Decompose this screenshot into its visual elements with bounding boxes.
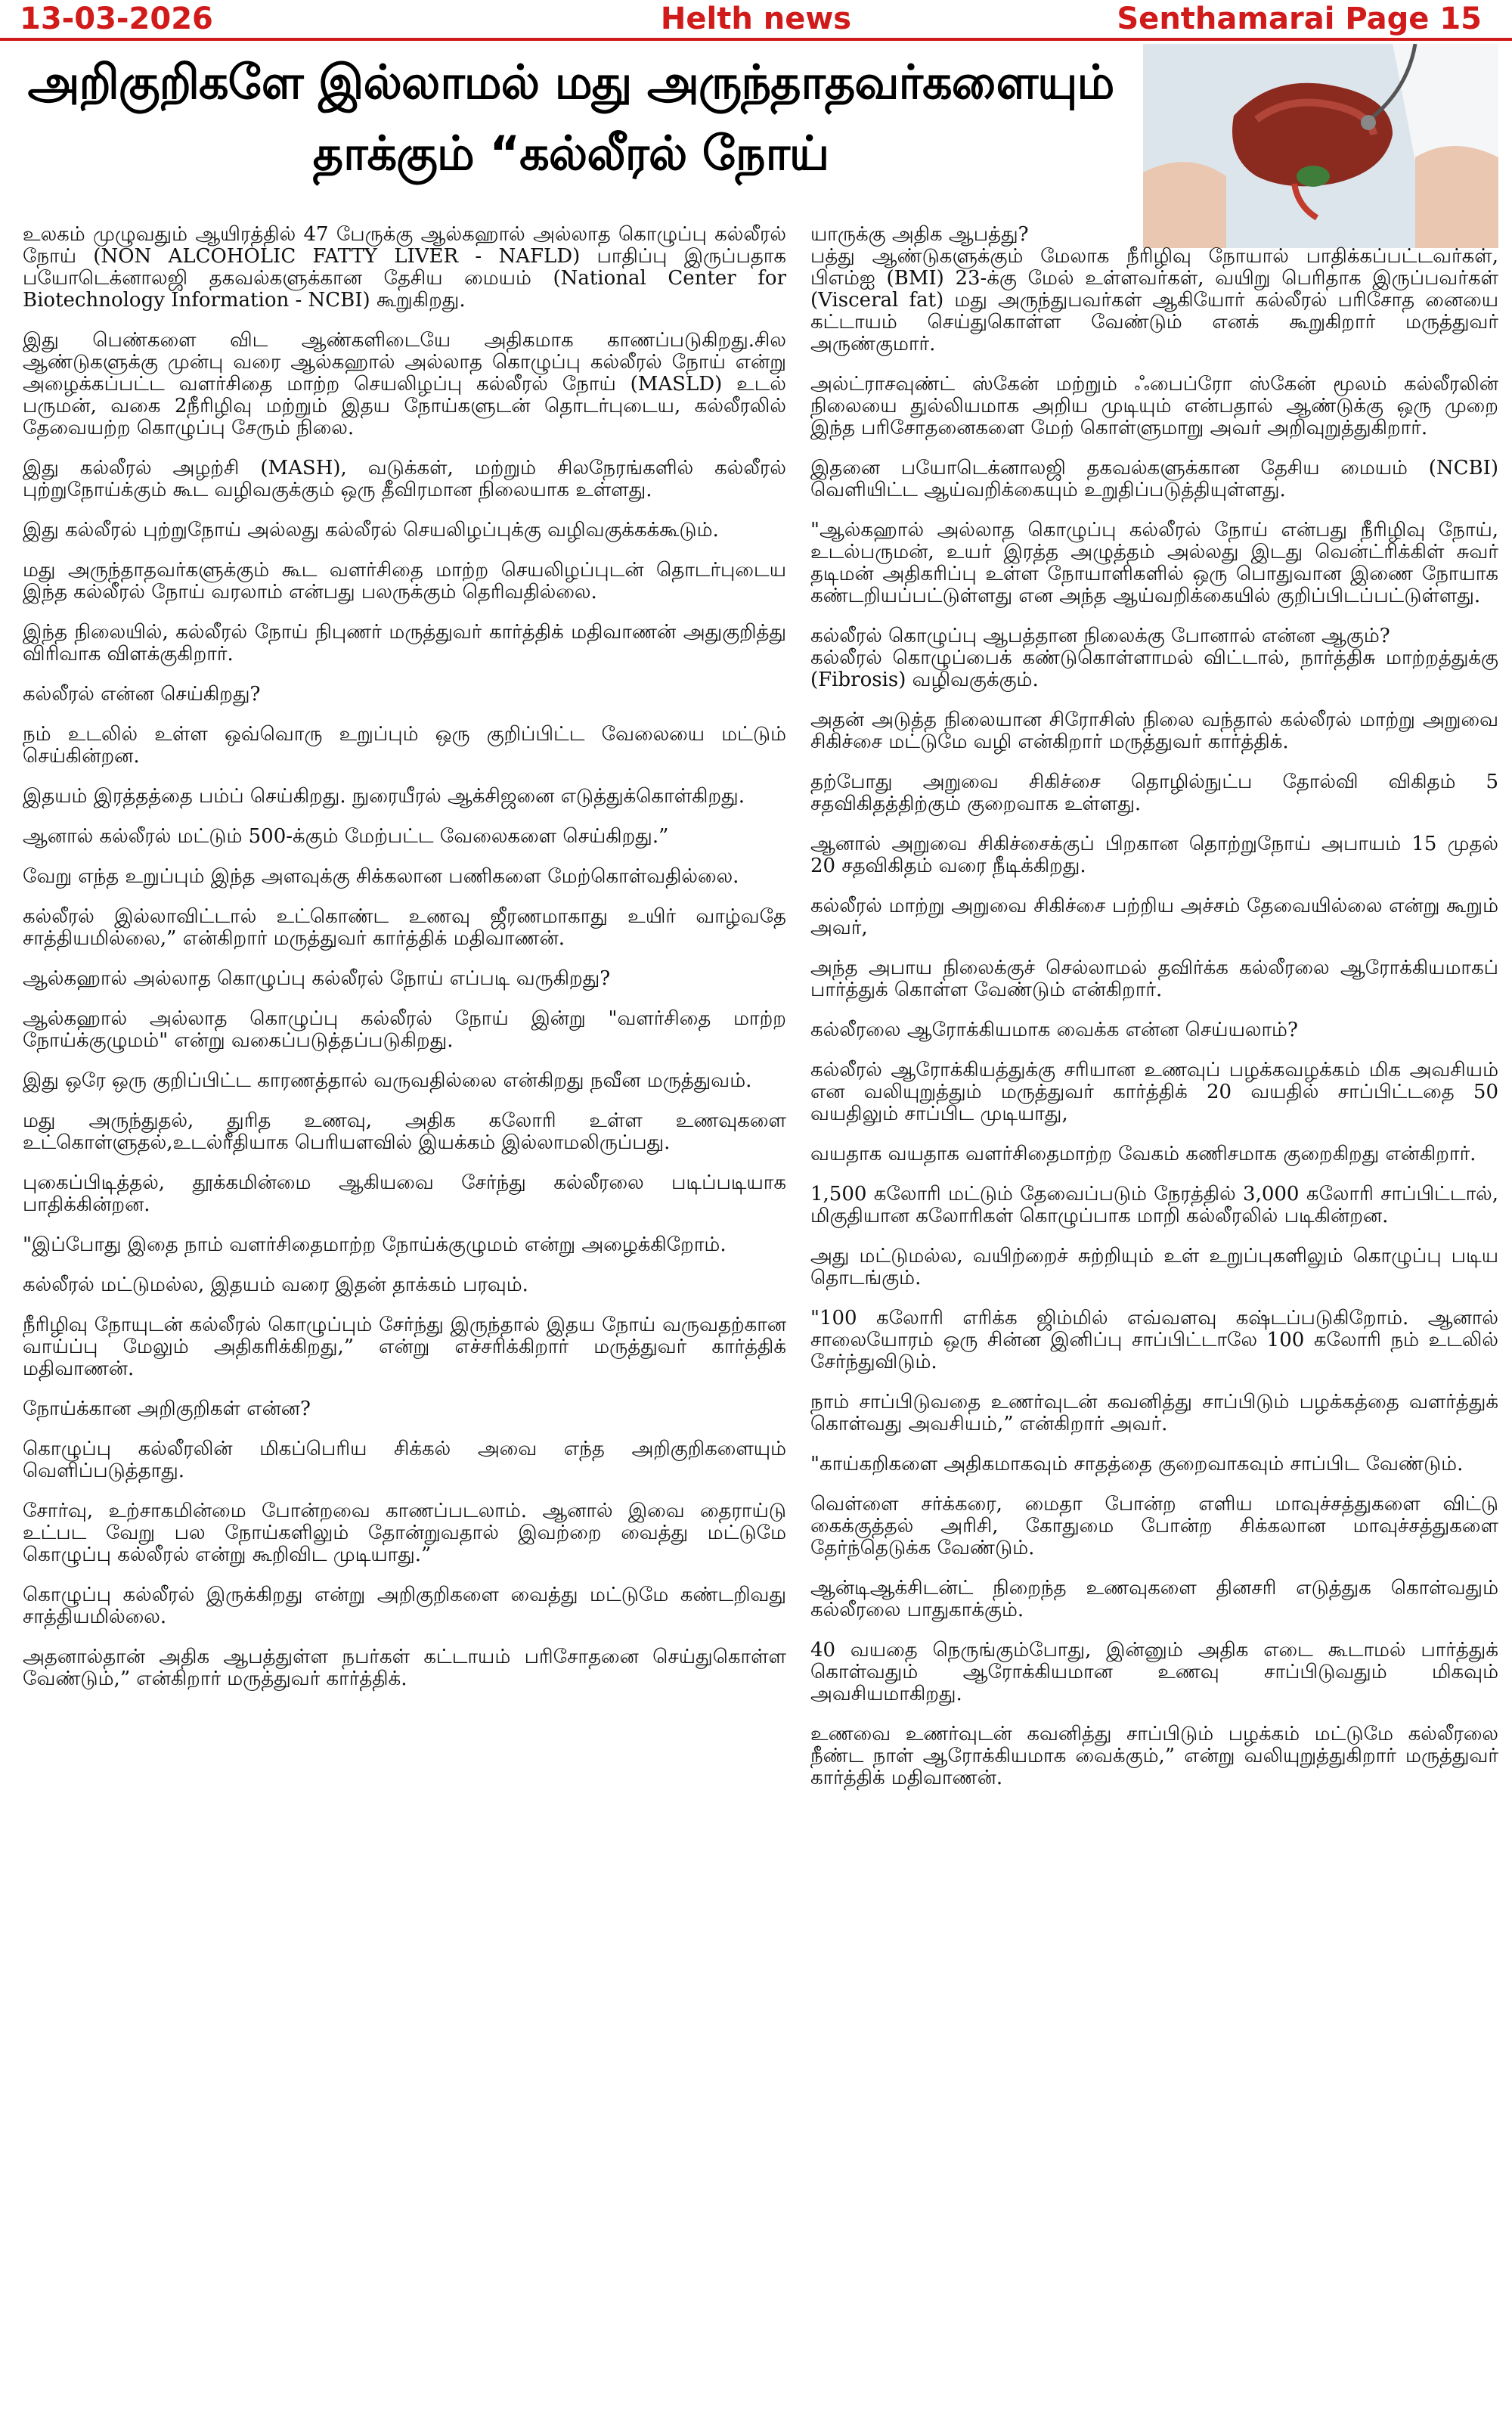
article-paragraph: உலகம் முழுவதும் ஆயிரத்தில் 47 பேருக்கு ஆல்கஹால் அல்லாத கொழுப்பு கல்லீரல் நோய் (NON ALCOHOLIC FATTY LIVER - NAFLD) பாதிப்பு இருப்பதாக பயோடெக்னாலஜி தகவல்களுக்கான தேசிய மையம் (National Center for Biotechnology Information - NCBI) கூறுகிறது.: [23, 223, 786, 312]
article-paragraph: கல்லீரல் ஆரோக்கியத்துக்கு சரியான உணவுப் பழக்கவழக்கம் மிக அவசியம் என வலியுறுத்தும் மருத்துவர் கார்த்திக் 20 வயதில் சாப்பிட்டதை 50 வயதிலும் சாப்பிட முடியாது,: [810, 1059, 1498, 1125]
article-paragraph: "இப்போது இதை நாம் வளர்சிதைமாற்ற நோய்க்குழுமம் என்று அழைக்கிறோம்.: [23, 1233, 727, 1256]
article-paragraph: சோர்வு, உற்சாகமின்மை போன்றவை காணப்படலாம். ஆனால் இவை தைராய்டு உட்பட வேறு பல நோய்களிலும் தோன்றுவதால் இவற்றை வைத்து மட்டுமே கொழுப்பு கல்லீரல் என்று கூறிவிட முடியாது.”: [23, 1500, 786, 1566]
article-paragraph: நாம் சாப்பிடுவதை உணர்வுடன் கவனித்து சாப்பிடும் பழக்கத்தை வளர்த்துக் கொள்வது அவசியம்,” என்கிறார் அவர்.: [810, 1391, 1498, 1435]
article-paragraph: 40 வயதை நெருங்கும்போது, இன்னும் அதிக எடை கூடாமல் பார்த்துக் கொள்வதும் ஆரோக்கியமான உணவு சாப்பிடுவதும் மிகவும் அவசியமாகிறது.: [810, 1639, 1498, 1705]
article-paragraph: நீரிழிவு நோயுடன் கல்லீரல் கொழுப்பும் சேர்ந்து இருந்தால் இதய நோய் வருவதற்கான வாய்ப்பு மேலும் அதிகரிக்கிறது,” என்று எச்சரிக்கிறார் மருத்துவர் கார்த்திக் மதிவாணன்.: [23, 1314, 786, 1380]
article-paragraph: ஆனால் கல்லீரல் மட்டும் 500-க்கும் மேற்பட்ட வேலைகளை செய்கிறது.”: [23, 825, 669, 848]
article-paragraph: அது மட்டுமல்ல, வயிற்றைச் சுற்றியும் உள் உறுப்புகளிலும் கொழுப்பு படிய தொடங்கும்.: [810, 1245, 1498, 1289]
article-paragraph: கல்லீரல் மாற்று அறுவை சிகிச்சை பற்றிய அச்சம் தேவையில்லை என்று கூறும் அவர்,: [810, 895, 1498, 939]
article-paragraph: ஆல்கஹால் அல்லாத கொழுப்பு கல்லீரல் நோய் எப்படி வருகிறது?: [23, 967, 611, 990]
article-paragraph: உணவை உணர்வுடன் கவனித்து சாப்பிடும் பழக்கம் மட்டுமே கல்லீரலை நீண்ட நாள் ஆரோக்கியமாக வைக்கும்,” என்று வலியுறுத்துகிறார் மருத்துவர் கார்த்திக் மதிவாணன்.: [810, 1723, 1498, 1789]
article-paragraph: மது அருந்துதல், துரித உணவு, அதிக கலோரி உள்ள உணவுகளை உட்கொள்ளுதல்,உடல்ரீதியாக பெரியளவில் இயக்கம் இல்லாமலிருப்பது.: [23, 1109, 786, 1154]
page-header-bar: [0, 0, 1512, 41]
article-paragraph: யாருக்கு அதிக ஆபத்து? பத்து ஆண்டுகளுக்கும் மேலாக நீரிழிவு நோயால் பாதிக்கப்பட்டவர்கள், பிஎம்ஐ (BMI) 23-க்கு மேல் உள்ளவர்கள், வயிறு பெரிதாக இருப்பவர்கள் (Visceral fat) மது அருந்துபவர்கள் ஆகியோர் கல்லீரல் பரிசோத னையை கட்டாயம் செய்துகொள்ள வேண்டும் எனக் கூறுகிறார் மருத்துவர் அருண்குமார்.: [810, 223, 1498, 355]
headline-line-1: அறிகுறிகளே இல்லாமல் மது அருந்தாதவர்களையும்: [27, 54, 1114, 110]
article-paragraph: இதனை பயோடெக்னாலஜி தகவல்களுக்கான தேசிய மையம் (NCBI) வெளியிட்ட ஆய்வறிக்கையும் உறுதிப்படுத்தியுள்ளது.: [810, 457, 1498, 501]
article-paragraph: மது அருந்தாதவர்களுக்கும் கூட வளர்சிதை மாற்ற செயலிழப்புடன் தொடர்புடைய இந்த கல்லீரல் நோய் வரலாம் என்பது பலருக்கும் தெரிவதில்லை.: [23, 559, 786, 603]
article-paragraph: "காய்கறிகளை அதிகமாகவும் சாதத்தை குறைவாகவும் சாப்பிட வேண்டும்.: [810, 1453, 1464, 1475]
article-paragraph: கல்லீரலை ஆரோக்கியமாக வைக்க என்ன செய்யலாம்?: [810, 1019, 1298, 1041]
article-paragraph: "ஆல்கஹால் அல்லாத கொழுப்பு கல்லீரல் நோய் என்பது நீரிழிவு நோய், உடல்பருமன், உயர் இரத்த அழுத்தம் அல்லது இடது வென்ட்ரிக்கிள் சுவர் தடிமன் அதிகரிப்பு உள்ள நோயாளிகளில் ஒரு பொதுவான இணை நோயாக கண்டறியப்பட்டுள்ளது என அந்த ஆய்வறிக்கையில் குறிப்பிடப்பட்டுள்ளது.: [810, 519, 1498, 607]
issue-date: 13-03-2026: [20, 2, 213, 36]
article-paragraph: வேறு எந்த உறுப்பும் இந்த அளவுக்கு சிக்கலான பணிகளை மேற்கொள்வதில்லை.: [23, 865, 739, 888]
article-paragraph: வயதாக வயதாக வளர்சிதைமாற்ற வேகம் கணிசமாக குறைகிறது என்கிறார்.: [810, 1143, 1476, 1165]
article-left-column: [23, 224, 786, 1708]
section-category: Helth news: [660, 2, 852, 36]
article-paragraph: கொழுப்பு கல்லீரலின் மிகப்பெரிய சிக்கல் அவை எந்த அறிகுறிகளையும் வெளிப்படுத்தாது.: [23, 1438, 786, 1482]
article-paragraph: "100 கலோரி எரிக்க ஜிம்மில் எவ்வளவு கஷ்டப்படுகிறோம். ஆனால் சாலையோரம் ஒரு சின்ன இனிப்பு சாப்பிட்டாலே 100 கலோரி நம் உடலில் சேர்ந்துவிடும்.: [810, 1307, 1498, 1373]
headline-line-2: தாக்கும் “கல்லீரல் நோய்: [312, 126, 829, 181]
liver-illustration-photo: [1143, 44, 1498, 248]
article-paragraph: தற்போது அறுவை சிகிச்சை தொழில்நுட்ப தோல்வி விகிதம் 5 சதவிகிதத்திற்கும் குறைவாக உள்ளது.: [810, 771, 1498, 815]
article-paragraph: அந்த அபாய நிலைக்குச் செல்லாமல் தவிர்க்க கல்லீரலை ஆரோக்கியமாகப் பார்த்துக் கொள்ள வேண்டும் என்கிறார்.: [810, 957, 1498, 1001]
article-right-column: [810, 224, 1498, 1807]
article-paragraph: இந்த நிலையில், கல்லீரல் நோய் நிபுணர் மருத்துவர் கார்த்திக் மதிவாணன் அதுகுறித்து விரிவாக விளக்குகிறார்.: [23, 621, 786, 666]
article-paragraph: புகைப்பிடித்தல், தூக்கமின்மை ஆகியவை சேர்ந்து கல்லீரலை படிப்படியாக பாதிக்கின்றன.: [23, 1171, 786, 1216]
article-paragraph: கொழுப்பு கல்லீரல் இருக்கிறது என்று அறிகுறிகளை வைத்து மட்டுமே கண்டறிவது சாத்தியமில்லை.: [23, 1584, 786, 1628]
article-paragraph: இது கல்லீரல் புற்றுநோய் அல்லது கல்லீரல் செயலிழப்புக்கு வழிவகுக்கக்கூடும்.: [23, 519, 719, 541]
article-paragraph: கல்லீரல் என்ன செய்கிறது?: [23, 683, 261, 706]
article-paragraph: இது கல்லீரல் அழற்சி (MASH), வடுக்கள், மற்றும் சிலநேரங்களில் கல்லீரல் புற்றுநோய்க்கும் கூட வழிவகுக்கும் ஒரு தீவிரமான நிலையாக உள்ளது.: [23, 457, 786, 501]
article-paragraph: கல்லீரல் மட்டுமல்ல, இதயம் வரை இதன் தாக்கம் பரவும்.: [23, 1274, 528, 1296]
article-paragraph: ஆனால் அறுவை சிகிச்சைக்குப் பிறகான தொற்றுநோய் அபாயம் 15 முதல் 20 சதவிகிதம் வரை நீடிக்கிறது.: [810, 833, 1498, 877]
article-paragraph: 1,500 கலோரி மட்டும் தேவைப்படும் நேரத்தில் 3,000 கலோரி சாப்பிட்டால், மிகுதியான கலோரிகள் கொழுப்பாக மாறி கல்லீரலில் படிகின்றன.: [810, 1183, 1498, 1227]
article-paragraph: கல்லீரல் கொழுப்பு ஆபத்தான நிலைக்கு போனால் என்ன ஆகும்? கல்லீரல் கொழுப்பைக் கண்டுகொள்ளாமல் விட்டால், நார்த்திசு மாற்றத்துக்கு (Fibrosis) வழிவகுக்கும்.: [810, 625, 1498, 691]
article-paragraph: ஆன்டிஆக்சிடன்ட் நிறைந்த உணவுகளை தினசரி எடுத்துக கொள்வதும் கல்லீரலை பாதுகாக்கும்.: [810, 1577, 1498, 1621]
article-paragraph: இது ஒரே ஒரு குறிப்பிட்ட காரணத்தால் வருவதில்லை என்கிறது நவீன மருத்துவம்.: [23, 1069, 752, 1092]
article-paragraph: ஆல்கஹால் அல்லாத கொழுப்பு கல்லீரல் நோய் இன்று "வளர்சிதை மாற்ற நோய்க்குழுமம்" என்று வகைப்படுத்தப்படுகிறது.: [23, 1007, 786, 1052]
article-paragraph: நம் உடலில் உள்ள ஒவ்வொரு உறுப்பும் ஒரு குறிப்பிட்ட வேலையை மட்டும் செய்கின்றன.: [23, 723, 786, 768]
article-paragraph: அதனால்தான் அதிக ஆபத்துள்ள நபர்கள் கட்டாயம் பரிசோதனை செய்துகொள்ள வேண்டும்,” என்கிறார் மருத்துவர் கார்த்திக்.: [23, 1646, 786, 1690]
article-paragraph: கல்லீரல் இல்லாவிட்டால் உட்கொண்ட உணவு ஜீரணமாகாது உயிர் வாழ்வதே சாத்தியமில்லை,” என்கிறார் மருத்துவர் கார்த்திக் மதிவாணன்.: [23, 905, 786, 950]
article-paragraph: இதயம் இரத்தத்தை பம்ப் செய்கிறது. நுரையீரல் ஆக்சிஜனை எடுத்துக்கொள்கிறது.: [23, 785, 745, 808]
article-paragraph: நோய்க்கான அறிகுறிகள் என்ன?: [23, 1398, 311, 1420]
article-paragraph: அல்ட்ராசவுண்ட் ஸ்கேன் மற்றும் ஃபைப்ரோ ஸ்கேன் மூலம் கல்லீரலின் நிலையை துல்லியமாக அறிய முடியும் என்பதால் ஆண்டுக்கு ஒரு முறை இந்த பரிசோதனைகளை மேற் கொள்ளுமாறு அவர் அறிவுறுத்துகிறார்.: [810, 373, 1498, 439]
publication-page: Senthamarai Page 15: [1117, 2, 1482, 36]
article-headline: [8, 47, 1134, 198]
article-paragraph: அதன் அடுத்த நிலையான சிரோசிஸ் நிலை வந்தால் கல்லீரல் மாற்று அறுவை சிகிச்சை மட்டுமே வழி என்கிறார் மருத்துவர் கார்த்திக்.: [810, 709, 1498, 753]
article-paragraph: வெள்ளை சர்க்கரை, மைதா போன்ற எளிய மாவுச்சத்துகளை விட்டு கைக்குத்தல் அரிசி, கோதுமை போன்ற சிக்கலான மாவுச்சத்துகளை தேர்ந்தெடுக்க வேண்டும்.: [810, 1493, 1498, 1559]
article-paragraph: இது பெண்களை விட ஆண்களிடையே அதிகமாக காணப்படுகிறது.சில ஆண்டுகளுக்கு முன்பு வரை ஆல்கஹால் அல்லாத கொழுப்பு கல்லீரல் நோய் என்று அழைக்கப்பட்ட வளர்சிதை மாற்ற செயலிழப்பு கல்லீரல் நோய் (MASLD) உடல் பருமன், வகை 2நீரிழிவு மற்றும் இதய நோய்களுடன் தொடர்புடைய, கல்லீரலில் தேவையற்ற கொழுப்பு சேரும் நிலை.: [23, 329, 787, 439]
